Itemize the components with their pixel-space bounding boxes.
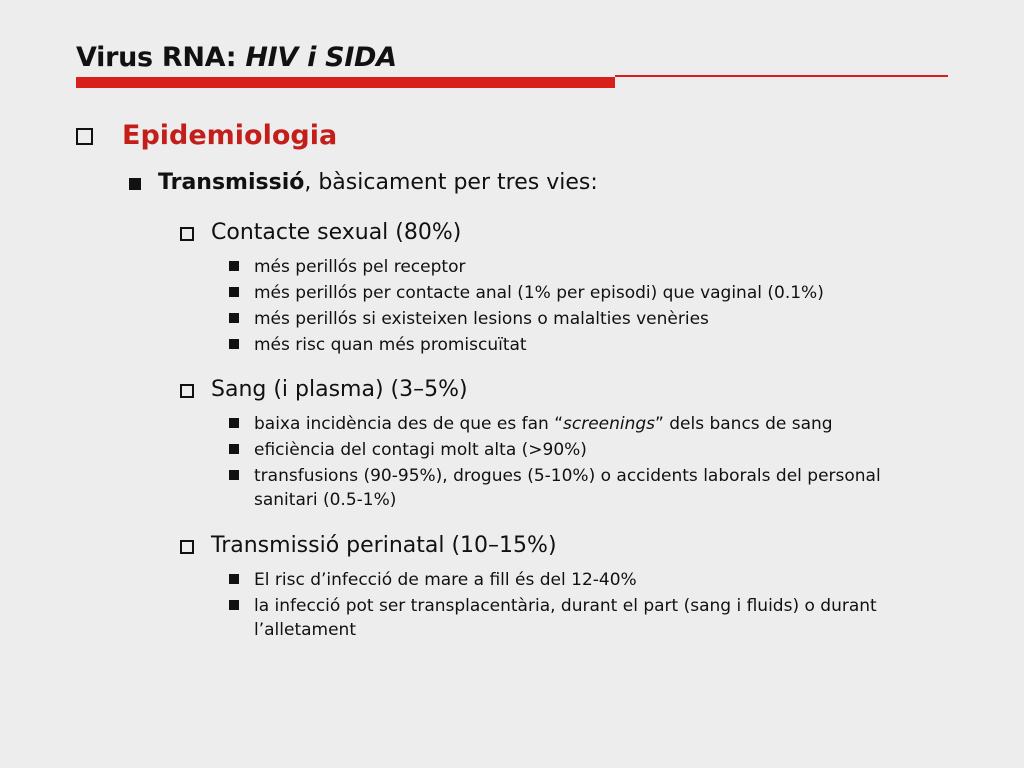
hollow-square-bullet-icon — [180, 227, 194, 241]
list-item-text: més perillós per contacte anal (1% per episodi) que vaginal (0.1%) — [254, 283, 824, 303]
list-item-text: més risc quan més promiscuïtat — [254, 335, 527, 355]
filled-square-bullet-icon — [129, 178, 141, 190]
list-item — [229, 464, 934, 512]
filled-square-bullet-icon — [229, 313, 239, 323]
filled-square-bullet-icon — [229, 287, 239, 297]
filled-square-bullet-icon — [229, 339, 239, 349]
heading-row — [76, 120, 337, 151]
subheading-row — [129, 170, 598, 195]
filled-square-bullet-icon — [229, 600, 239, 610]
route-item — [180, 220, 461, 245]
filled-square-bullet-icon — [229, 261, 239, 271]
list-item — [229, 281, 934, 305]
route-label: Sang (i plasma) (3–5%) — [211, 377, 468, 402]
slide-title — [76, 42, 397, 73]
list-item — [229, 307, 934, 331]
list-item-text: més perillós pel receptor — [254, 257, 466, 277]
list-item-text: El risc d’infecció de mare a fill és del 12-40% — [254, 570, 637, 590]
section-heading: Epidemiologia — [122, 120, 338, 151]
hollow-square-bullet-icon — [180, 384, 194, 398]
list-item — [229, 412, 934, 436]
route-label: Transmissió perinatal (10–15%) — [211, 533, 557, 558]
title-plain: Virus RNA: — [76, 42, 246, 73]
list-item — [229, 333, 934, 357]
subheading-rest: , bàsicament per tres vies: — [304, 170, 598, 195]
filled-square-bullet-icon — [229, 444, 239, 454]
list-item-text: transfusions (90-95%), drogues (5-10%) o accidents laborals del personal sanitari (0.5-1%) — [254, 466, 881, 510]
title-underline-thick — [76, 77, 615, 88]
title-italic: HIV i SIDA — [245, 42, 397, 73]
title-underline-thin — [615, 75, 948, 77]
list-item — [229, 594, 934, 642]
filled-square-bullet-icon — [229, 470, 239, 480]
list-item-text: eficiència del contagi molt alta (>90%) — [254, 440, 587, 460]
list-item-text: més perillós si existeixen lesions o malalties venèries — [254, 309, 709, 329]
list-item-text: baixa incidència des de que es fan “screenings” dels bancs de sang — [254, 414, 833, 434]
list-item-text: la infecció pot ser transplacentària, durant el part (sang i fluids) o durant l’alletament — [254, 596, 877, 640]
list-item — [229, 568, 934, 592]
filled-square-bullet-icon — [229, 418, 239, 428]
subheading-text — [158, 170, 598, 195]
hollow-square-bullet-icon — [76, 128, 93, 145]
filled-square-bullet-icon — [229, 574, 239, 584]
hollow-square-bullet-icon — [180, 540, 194, 554]
list-item — [229, 255, 934, 279]
route-item — [180, 533, 557, 558]
route-item — [180, 377, 468, 402]
list-item — [229, 438, 934, 462]
subheading-bold: Transmissió — [158, 170, 305, 195]
route-label: Contacte sexual (80%) — [211, 220, 462, 245]
